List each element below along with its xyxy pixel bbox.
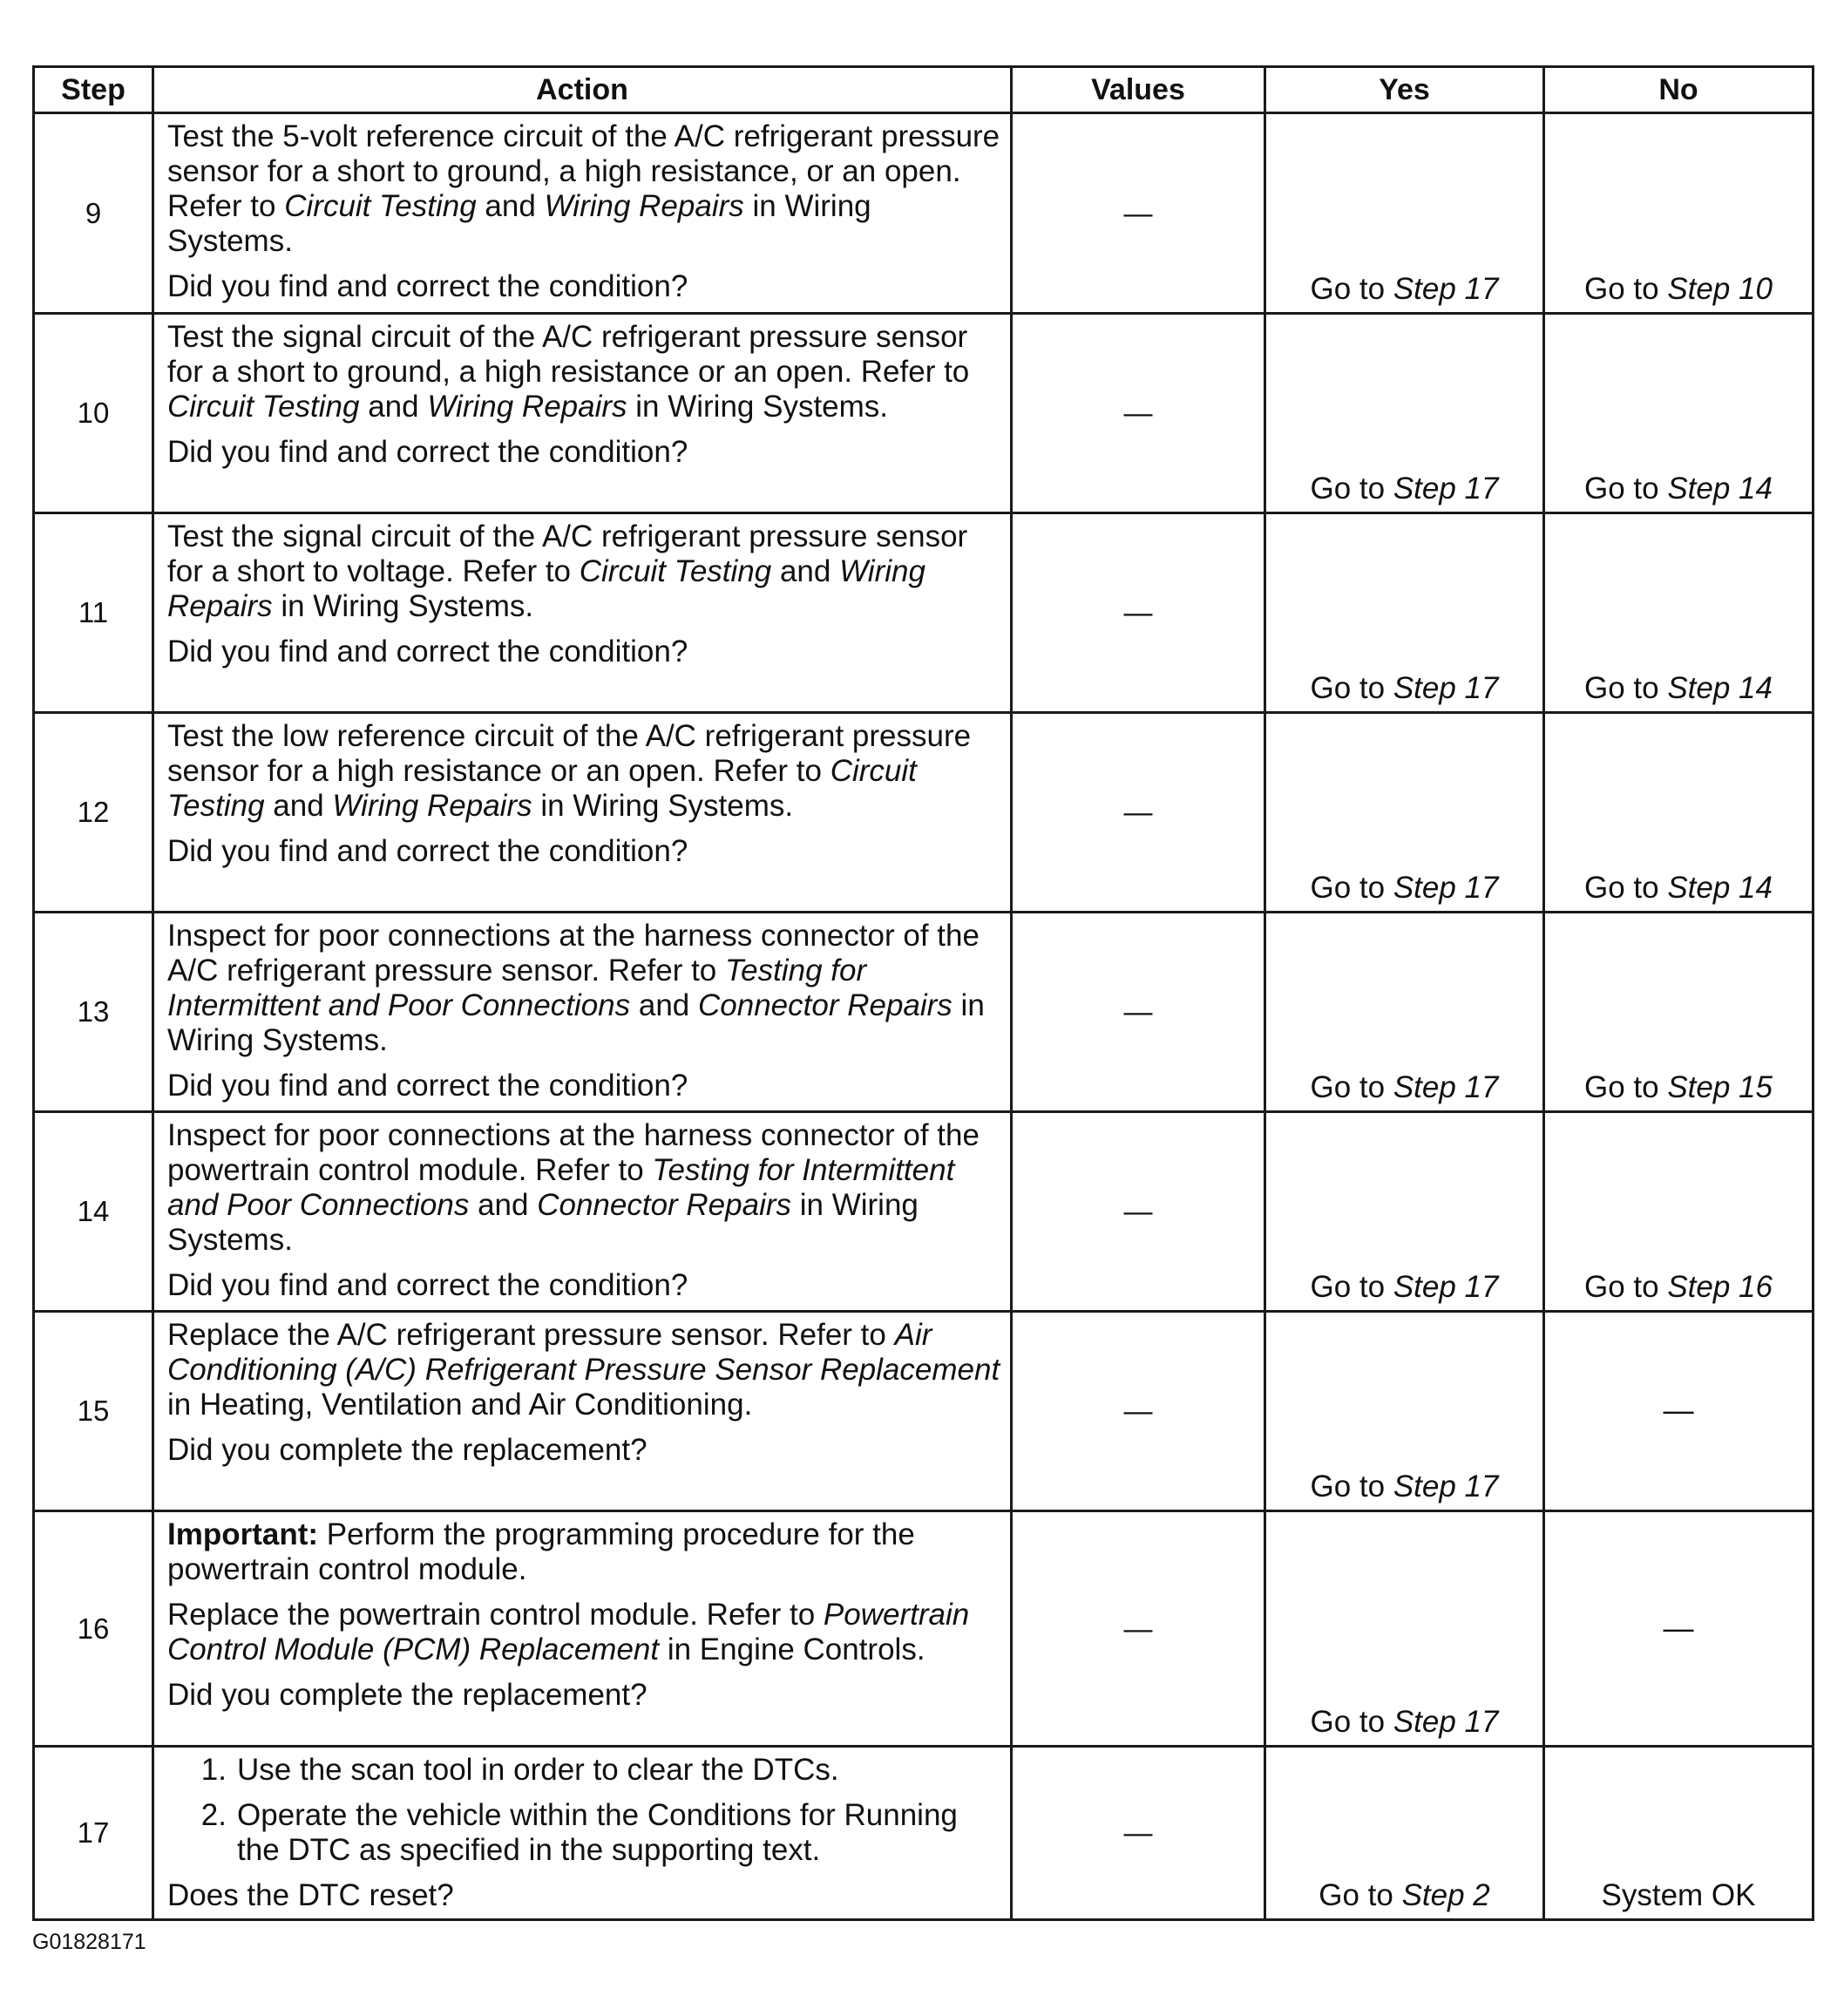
header-row <box>34 67 1813 113</box>
yes-cell: Go to Step 2 <box>1265 1747 1544 1920</box>
table-row <box>34 713 1813 913</box>
diagnostic-table <box>32 65 1814 1921</box>
action-cell <box>153 513 1012 713</box>
action-cell <box>153 1511 1012 1747</box>
no-cell: Go to Step 14 <box>1544 513 1813 713</box>
yes-cell: Go to Step 17 <box>1265 1312 1544 1511</box>
yes-cell: Go to Step 17 <box>1265 314 1544 513</box>
no-cell: Go to Step 10 <box>1544 113 1813 314</box>
yes-step-link: Step 17 <box>1393 472 1499 506</box>
action-text: Test the low reference circuit of the A/C refrigerant pressure sensor for a high resistance or an open. Refer to Circuit Testing and Wiring Repairs in Wiring Systems. <box>167 719 972 823</box>
header-yes: Yes <box>1265 67 1544 113</box>
no-step-link: Step 16 <box>1667 1270 1773 1304</box>
action-cell <box>153 314 1012 513</box>
no-cell: Go to Step 14 <box>1544 713 1813 913</box>
action-cell <box>153 713 1012 913</box>
no-step-link: Step 10 <box>1667 272 1773 306</box>
table-row <box>34 314 1813 513</box>
table-row <box>34 113 1813 314</box>
yes-cell: Go to Step 17 <box>1265 1112 1544 1312</box>
no-step-link: Step 14 <box>1667 871 1773 905</box>
step-number: 13 <box>34 913 153 1112</box>
action-question: Did you find and correct the condition? <box>167 269 688 303</box>
step-number: 16 <box>34 1511 153 1747</box>
yes-step-link: Step 17 <box>1393 1070 1499 1104</box>
action-question: Did you complete the replacement? <box>167 1678 647 1712</box>
list-item: 2. Operate the vehicle within the Conditions for Running the DTC as specified in the supporting text. <box>200 1798 958 1867</box>
action-cell <box>153 1312 1012 1511</box>
values-cell: — <box>1012 913 1265 1112</box>
action-text: Inspect for poor connections at the harness connector of the powertrain control module. Refer to Testing for Intermittent and Poor Connections and Connector Repairs in Wiring Systems. <box>167 1118 980 1257</box>
header-values: Values <box>1012 67 1265 113</box>
yes-cell: Go to Step 17 <box>1265 1511 1544 1747</box>
yes-step-link: Step 17 <box>1393 1705 1499 1739</box>
no-step-link: Step 14 <box>1667 671 1773 705</box>
no-cell: — <box>1544 1312 1813 1511</box>
yes-step-link: Step 17 <box>1393 272 1499 306</box>
table-row <box>34 913 1813 1112</box>
no-cell: System OK <box>1544 1747 1813 1920</box>
important-label: Important: <box>167 1517 319 1551</box>
action-text: Test the signal circuit of the A/C refrigerant pressure sensor for a short to voltage. Refer to Circuit Testing and Wiring Repairs in Wiring Systems. <box>167 519 968 623</box>
action-question: Does the DTC reset? <box>167 1878 454 1912</box>
step-number: 14 <box>34 1112 153 1312</box>
action-cell <box>153 1747 1012 1920</box>
values-cell: — <box>1012 113 1265 314</box>
action-text: Replace the A/C refrigerant pressure sensor. Refer to Air Conditioning (A/C) Refrigerant Pressure Sensor Replacement in Heating, Ventilation and Air Conditioning. <box>167 1318 1000 1422</box>
table-row <box>34 1747 1813 1920</box>
action-question: Did you find and correct the condition? <box>167 1069 688 1103</box>
action-question: Did you complete the replacement? <box>167 1433 647 1467</box>
action-text: Test the signal circuit of the A/C refrigerant pressure sensor for a short to ground, a high resistance or an open. Refer to Circuit Testing and Wiring Repairs in Wiring Systems. <box>167 320 970 424</box>
action-question: Did you find and correct the condition? <box>167 1268 688 1302</box>
yes-step-link: Step 17 <box>1393 671 1499 705</box>
action-question: Did you find and correct the condition? <box>167 635 688 669</box>
instruction-list <box>167 1753 1003 1868</box>
action-cell <box>153 113 1012 314</box>
no-cell: Go to Step 16 <box>1544 1112 1813 1312</box>
action-text: Test the 5-volt reference circuit of the A/C refrigerant pressure sensor for a short to ground, a high resistance, or an open. Refer to Circuit Testing and Wiring Repairs in Wiring Systems. <box>167 119 1000 258</box>
step-number: 11 <box>34 513 153 713</box>
yes-cell: Go to Step 17 <box>1265 113 1544 314</box>
values-cell: — <box>1012 1112 1265 1312</box>
table-row <box>34 1511 1813 1747</box>
yes-cell: Go to Step 17 <box>1265 513 1544 713</box>
table-row <box>34 1312 1813 1511</box>
yes-step-link: Step 17 <box>1393 871 1499 905</box>
step-number: 9 <box>34 113 153 314</box>
yes-step-link: Step 17 <box>1393 1270 1499 1304</box>
no-step-link: Step 14 <box>1667 472 1773 506</box>
yes-cell: Go to Step 17 <box>1265 713 1544 913</box>
no-cell: — <box>1544 1511 1813 1747</box>
action-cell <box>153 913 1012 1112</box>
no-cell: Go to Step 14 <box>1544 314 1813 513</box>
values-cell: — <box>1012 314 1265 513</box>
step-number: 17 <box>34 1747 153 1920</box>
yes-step-link: Step 17 <box>1393 1470 1499 1504</box>
yes-step-link: Step 2 <box>1401 1878 1490 1912</box>
action-text: Inspect for poor connections at the harness connector of the A/C refrigerant pressure sensor. Refer to Testing for Intermittent and Poor Connections and Connector Repairs in Wiring Systems. <box>167 919 985 1057</box>
action-question: Did you find and correct the condition? <box>167 435 688 469</box>
list-item: 1. Use the scan tool in order to clear the DTCs. <box>200 1753 839 1787</box>
action-text: Replace the powertrain control module. Refer to Powertrain Control Module (PCM) Replacement in Engine Controls. <box>167 1598 970 1666</box>
action-question: Did you find and correct the condition? <box>167 834 688 868</box>
header-no: No <box>1544 67 1813 113</box>
values-cell: — <box>1012 1312 1265 1511</box>
values-cell: — <box>1012 513 1265 713</box>
table-row <box>34 513 1813 713</box>
no-step-link: Step 15 <box>1667 1070 1773 1104</box>
step-number: 10 <box>34 314 153 513</box>
values-cell: — <box>1012 713 1265 913</box>
action-cell <box>153 1112 1012 1312</box>
figure-id: G01828171 <box>32 1930 146 1954</box>
table-row <box>34 1112 1813 1312</box>
step-number: 15 <box>34 1312 153 1511</box>
step-number: 12 <box>34 713 153 913</box>
values-cell: — <box>1012 1747 1265 1920</box>
header-action: Action <box>153 67 1012 113</box>
no-cell: Go to Step 15 <box>1544 913 1813 1112</box>
important-note: Important: Perform the programming procedure for the powertrain control module. <box>167 1517 915 1586</box>
header-step: Step <box>34 67 153 113</box>
yes-cell: Go to Step 17 <box>1265 913 1544 1112</box>
values-cell: — <box>1012 1511 1265 1747</box>
